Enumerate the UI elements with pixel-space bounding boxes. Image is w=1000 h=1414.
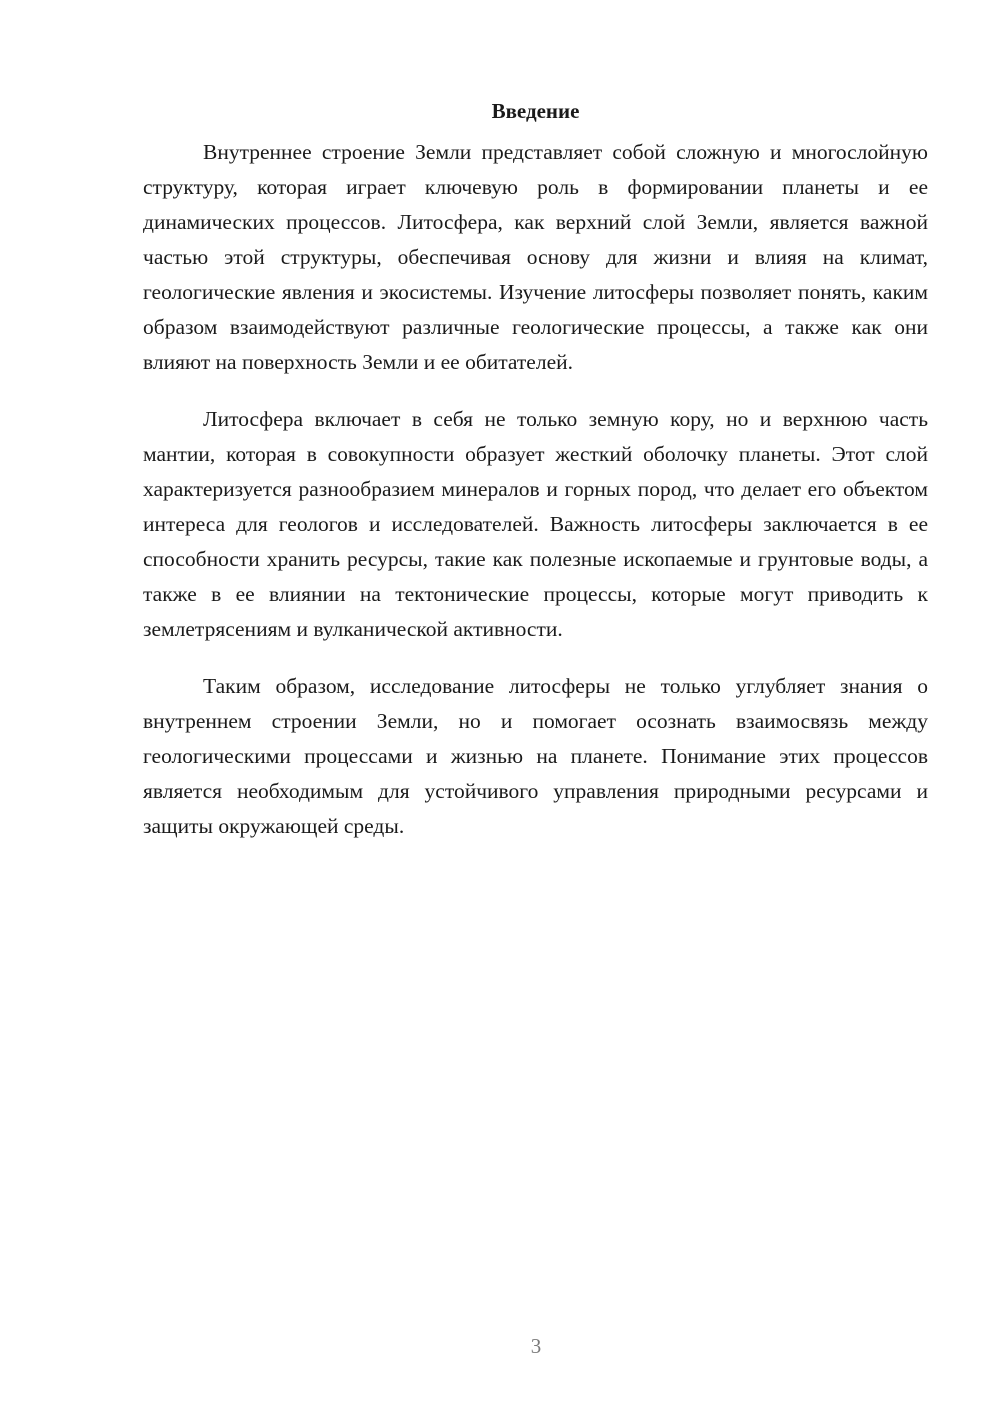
paragraph-3: Таким образом, исследование литосферы не только углубляет знания о внутреннем строении Земли, но и помогает осознать взаимосвязь между геологическими процессами и жизнью на планете. Понимание этих процессов является необходимым для устойчивого управления природными ресурсами и защиты окружающей среды. (143, 674, 928, 838)
paragraph-2: Литосфера включает в себя не только земную кору, но и верхнюю часть мантии, которая в совокупности образует жесткий оболочку планеты. Этот слой характеризуется разнообразием минералов и горных пород, что делает его объектом интереса для геологов и исследователей. Важность литосферы заключается в ее способности хранить ресурсы, такие как полезные ископаемые и грунтовые воды, а также в ее влиянии на тектонические процессы, которые могут приводить к землетрясениям и вулканической активности. (143, 407, 928, 641)
page-number: 3 (530, 1334, 542, 1358)
section-heading: Введение (491, 99, 580, 123)
document-body (143, 94, 928, 866)
paragraph-1: Внутреннее строение Земли представляет собой сложную и многослойную структуру, которая играет ключевую роль в формировании планеты и ее динамических процессов. Литосфера, как верхний слой Земли, является важной частью этой структуры, обеспечивая основу для жизни и влияя на климат, геологические явления и экосистемы. Изучение литосферы позволяет понять, каким образом взаимодействуют различные геологические процессы, а также как они влияют на поверхность Земли и ее обитателей. (143, 140, 928, 374)
